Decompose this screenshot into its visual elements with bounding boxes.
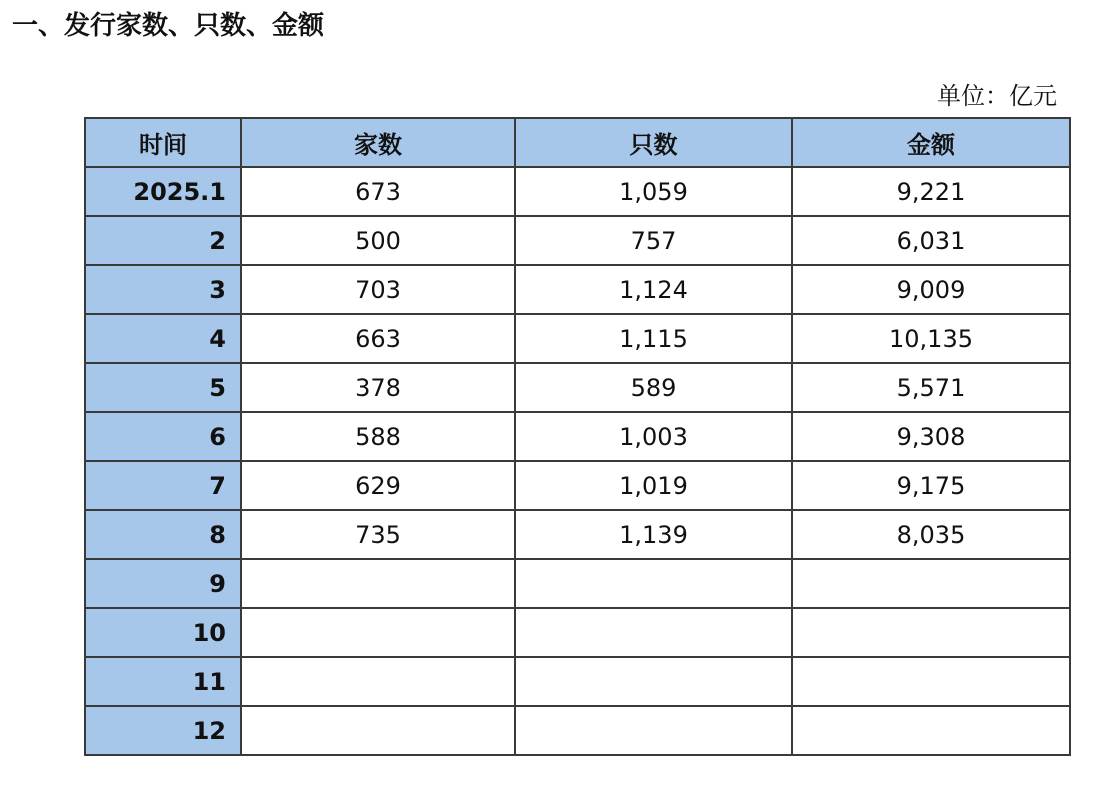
row-amount: 9,308 (792, 412, 1070, 461)
row-firms (241, 657, 515, 706)
row-amount: 9,175 (792, 461, 1070, 510)
header-time: 时间 (85, 118, 241, 167)
table-row (85, 706, 1070, 755)
row-issues (515, 706, 792, 755)
table-header-row (85, 118, 1070, 167)
row-firms: 500 (241, 216, 515, 265)
header-amount: 金额 (792, 118, 1070, 167)
row-time: 5 (85, 363, 241, 412)
row-time: 7 (85, 461, 241, 510)
row-firms: 629 (241, 461, 515, 510)
row-firms (241, 608, 515, 657)
row-amount (792, 706, 1070, 755)
table-row (85, 510, 1070, 559)
table-row (85, 363, 1070, 412)
row-time: 10 (85, 608, 241, 657)
row-firms: 703 (241, 265, 515, 314)
row-issues (515, 559, 792, 608)
table-row (85, 167, 1070, 216)
row-amount: 9,009 (792, 265, 1070, 314)
row-firms: 663 (241, 314, 515, 363)
table-row (85, 412, 1070, 461)
row-firms (241, 559, 515, 608)
row-amount: 5,571 (792, 363, 1070, 412)
row-issues (515, 608, 792, 657)
row-time: 3 (85, 265, 241, 314)
row-time: 2025.1 (85, 167, 241, 216)
header-firms: 家数 (241, 118, 515, 167)
row-amount (792, 657, 1070, 706)
row-issues: 1,115 (515, 314, 792, 363)
row-time: 8 (85, 510, 241, 559)
row-amount: 10,135 (792, 314, 1070, 363)
row-firms (241, 706, 515, 755)
row-time: 12 (85, 706, 241, 755)
table-row (85, 216, 1070, 265)
header-issues: 只数 (515, 118, 792, 167)
row-issues: 1,139 (515, 510, 792, 559)
row-amount: 8,035 (792, 510, 1070, 559)
row-time: 2 (85, 216, 241, 265)
row-issues: 589 (515, 363, 792, 412)
table-row (85, 461, 1070, 510)
row-firms: 673 (241, 167, 515, 216)
row-issues: 1,059 (515, 167, 792, 216)
row-firms: 378 (241, 363, 515, 412)
row-amount (792, 608, 1070, 657)
row-time: 6 (85, 412, 241, 461)
row-firms: 735 (241, 510, 515, 559)
unit-label: 单位：亿元 (937, 82, 1057, 110)
table-row (85, 608, 1070, 657)
row-amount (792, 559, 1070, 608)
row-issues (515, 657, 792, 706)
row-issues: 1,003 (515, 412, 792, 461)
table-row (85, 265, 1070, 314)
table-row (85, 559, 1070, 608)
row-time: 4 (85, 314, 241, 363)
row-time: 11 (85, 657, 241, 706)
row-issues: 757 (515, 216, 792, 265)
row-amount: 9,221 (792, 167, 1070, 216)
row-issues: 1,124 (515, 265, 792, 314)
issuance-table (84, 117, 1071, 756)
row-firms: 588 (241, 412, 515, 461)
row-time: 9 (85, 559, 241, 608)
table-row (85, 657, 1070, 706)
table-row (85, 314, 1070, 363)
row-amount: 6,031 (792, 216, 1070, 265)
row-issues: 1,019 (515, 461, 792, 510)
page-title: 一、发行家数、只数、金额 (12, 11, 325, 41)
